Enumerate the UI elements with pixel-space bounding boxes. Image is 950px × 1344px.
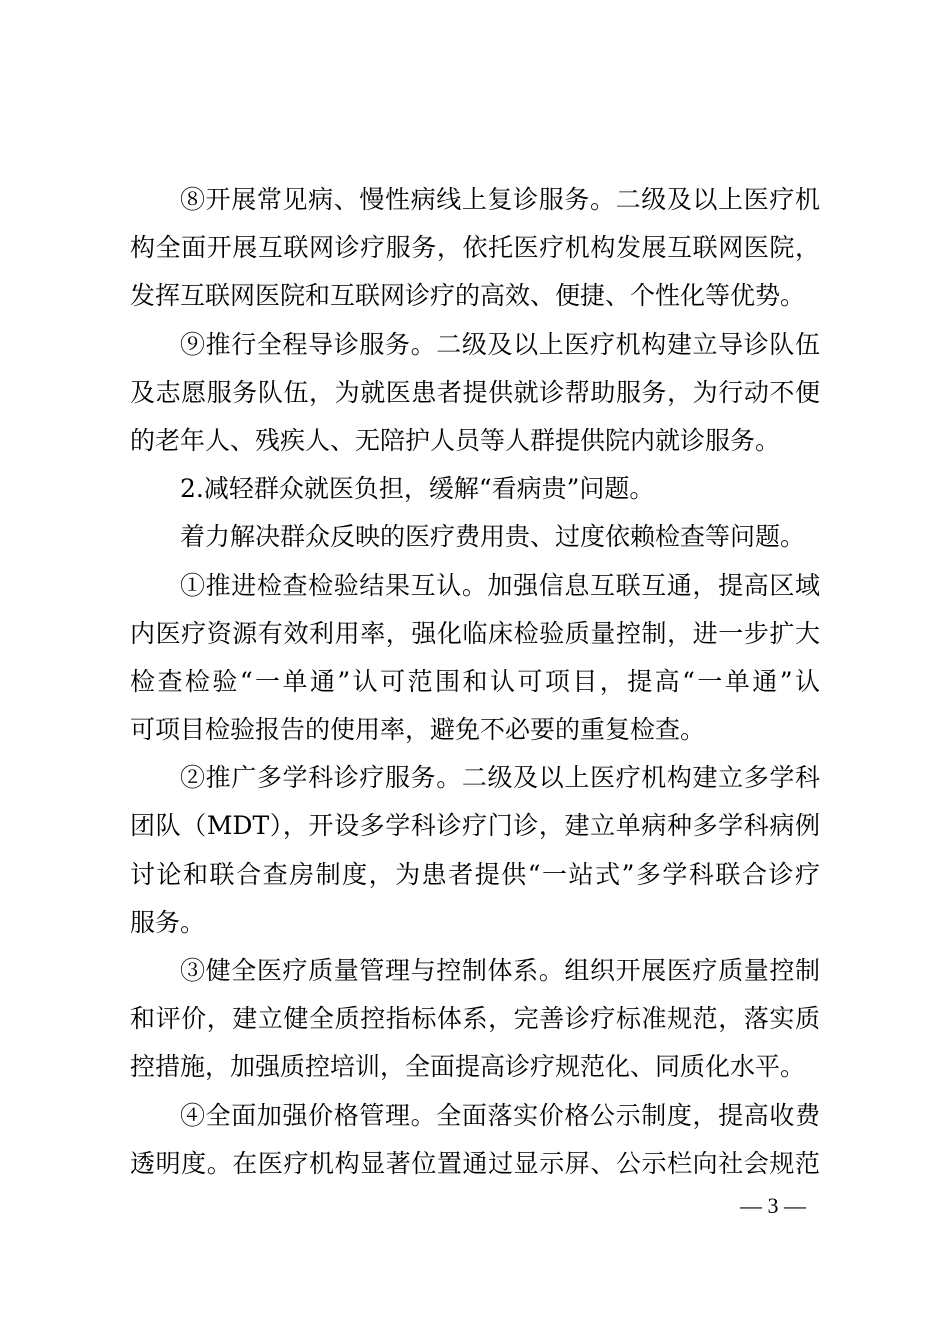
text-line: ⑧开展常见病、慢性病线上复诊服务。二级及以上医疗机	[180, 185, 820, 214]
text-line: 检查检验“一单通”认可范围和认可项目，提高“一单通”认	[130, 666, 820, 696]
paragraph-3-quality-control	[130, 954, 820, 1099]
text-line: 服务。	[130, 907, 206, 937]
text-line: 内医疗资源有效利用率，强化临床检验质量控制，进一步扩大	[130, 618, 820, 648]
page-number: — 3 —	[740, 1193, 806, 1218]
text-line: 构全面开展互联网诊疗服务，依托医疗机构发展互联网医院，	[130, 233, 820, 263]
text-line: 可项目检验报告的使用率，避免不必要的重复检查。	[130, 715, 706, 745]
text-line: 2.减轻群众就医负担，缓解“看病贵”问题。	[180, 474, 655, 504]
paragraph-4-price-management	[130, 1099, 820, 1195]
paragraph-1-test-mutual-recognition	[130, 569, 820, 762]
text-line: 及志愿服务队伍，为就医患者提供就诊帮助服务，为行动不便	[130, 377, 820, 407]
text-line: ①推进检查检验结果互认。加强信息互联互通，提高区域	[180, 570, 820, 600]
text-line: 讨论和联合查房制度，为患者提供“一站式”多学科联合诊疗	[130, 859, 820, 889]
section-heading-2	[130, 472, 820, 520]
paragraph-2-mdt-service	[130, 761, 820, 954]
paragraph-9-guidance-service	[130, 328, 820, 473]
body-text	[130, 183, 820, 1195]
text-line: 的老年人、残疾人、无陪护人员等人群提供院内就诊服务。	[130, 425, 781, 455]
text-line: 团队（MDT），开设多学科诊疗门诊，建立单病种多学科病例	[130, 811, 820, 841]
paragraph-8-online-followup	[130, 183, 820, 328]
text-line: ④全面加强价格管理。全面落实价格公示制度，提高收费	[180, 1100, 820, 1130]
text-line: 透明度。在医疗机构显著位置通过显示屏、公示栏向社会规范	[130, 1148, 820, 1178]
text-line: 控措施，加强质控培训，全面提高诊疗规范化、同质化水平。	[130, 1052, 806, 1082]
text-line: 和评价，建立健全质控指标体系，完善诊疗标准规范，落实质	[130, 1004, 820, 1034]
text-line: ②推广多学科诊疗服务。二级及以上医疗机构建立多学科	[180, 763, 820, 793]
text-line: ③健全医疗质量管理与控制体系。组织开展医疗质量控制	[180, 956, 820, 985]
text-line: 着力解决群众反映的医疗费用贵、过度依赖检查等问题。	[180, 522, 806, 552]
text-line: ⑨推行全程导诊服务。二级及以上医疗机构建立导诊队伍	[180, 329, 820, 359]
section-intro	[130, 520, 820, 568]
text-line: 发挥互联网医院和互联网诊疗的高效、便捷、个性化等优势。	[130, 281, 806, 311]
